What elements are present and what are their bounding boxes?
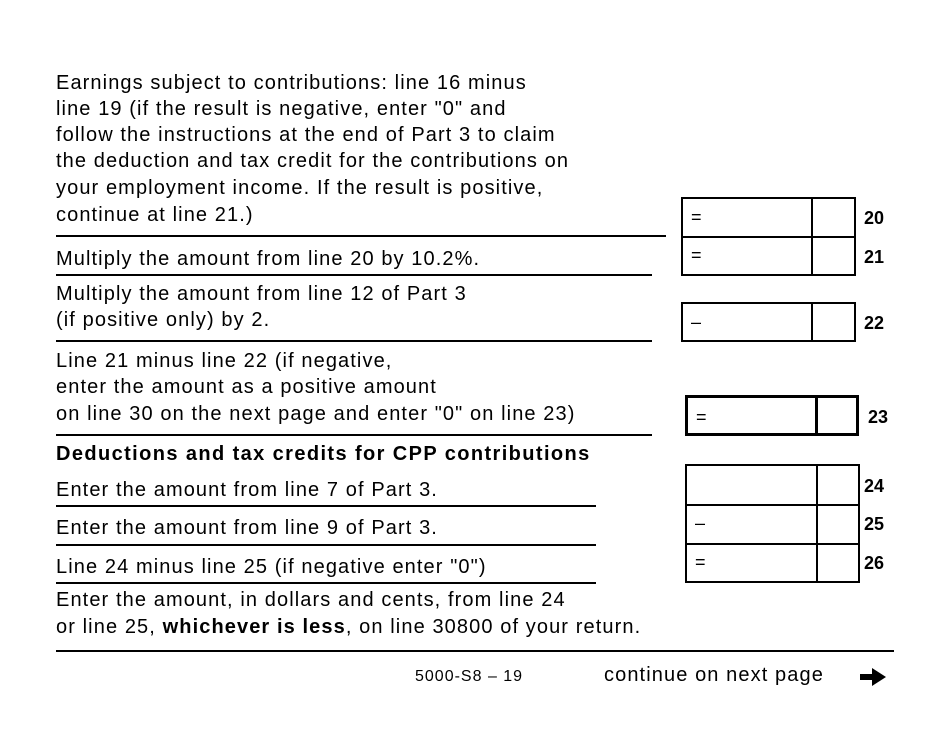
line23-text-line: Line 21 minus line 22 (if negative, (56, 350, 393, 372)
footer-rule (56, 650, 894, 652)
divider (56, 340, 652, 342)
final-instruction-line2: or line 25, whichever is less, on line 30800 of your return. (56, 616, 642, 638)
minus-symbol: – (695, 513, 706, 533)
cents-divider (811, 302, 813, 342)
whichever-is-less-emphasis: whichever is less (162, 616, 346, 638)
line-number-26: 26 (864, 553, 885, 573)
line21-amount-field[interactable] (683, 238, 811, 274)
line20-amount-field[interactable] (683, 199, 811, 236)
divider (56, 582, 596, 584)
line-number-21: 21 (864, 247, 885, 267)
line-number-20: 20 (864, 208, 885, 228)
divider (56, 434, 652, 436)
line20-21-box-group (681, 197, 856, 276)
divider (56, 505, 596, 507)
cents-divider (816, 464, 818, 583)
divider (56, 235, 666, 237)
line22-text-line: Multiply the amount from line 12 of Part 3 (56, 283, 467, 305)
line24-description: Enter the amount from line 7 of Part 3. (56, 479, 438, 501)
section-heading: Deductions and tax credits for CPP contributions (56, 443, 591, 465)
divider (56, 274, 652, 276)
line-number-22: 22 (864, 313, 885, 333)
line26-amount-field[interactable] (687, 545, 816, 581)
equals-symbol: = (691, 207, 702, 227)
line20-text-line: your employment income. If the result is positive, (56, 177, 544, 199)
line26-description: Line 24 minus line 25 (if negative enter "0") (56, 556, 487, 578)
line24-26-box-group (685, 464, 860, 583)
equals-symbol: = (691, 245, 702, 265)
cents-divider (815, 395, 818, 436)
continue-on-next-page: continue on next page (604, 664, 824, 686)
line25-description: Enter the amount from line 9 of Part 3. (56, 517, 438, 539)
line-number-23: 23 (868, 407, 889, 427)
line23-text-line: on line 30 on the next page and enter "0" on line 23) (56, 403, 576, 425)
line20-text-line: Earnings subject to contributions: line 16 minus (56, 72, 527, 94)
equals-symbol: = (696, 407, 707, 427)
line20-text-line: the deduction and tax credit for the contributions on (56, 150, 570, 172)
line-number-24: 24 (864, 476, 885, 496)
final-instruction-line1: Enter the amount, in dollars and cents, from line 24 (56, 589, 566, 611)
line24-amount-field[interactable] (687, 466, 816, 504)
equals-symbol: = (695, 552, 706, 572)
line21-description: Multiply the amount from line 20 by 10.2%. (56, 248, 481, 270)
line20-text-line: follow the instructions at the end of Part 3 to claim (56, 124, 556, 146)
line22-amount-field[interactable] (681, 302, 856, 342)
right-arrow-icon (858, 665, 888, 689)
divider (56, 544, 596, 546)
minus-symbol: – (691, 312, 702, 332)
line23-amount-field[interactable] (685, 395, 859, 436)
form-page-number: 5000-S8 – 19 (415, 668, 524, 685)
line22-text-line: (if positive only) by 2. (56, 309, 271, 331)
line25-amount-field[interactable] (687, 506, 816, 543)
line23-text-line: enter the amount as a positive amount (56, 376, 437, 398)
line20-text-line: continue at line 21.) (56, 204, 254, 226)
line-number-25: 25 (864, 514, 885, 534)
line20-text-line: line 19 (if the result is negative, enter "0" and (56, 98, 507, 120)
